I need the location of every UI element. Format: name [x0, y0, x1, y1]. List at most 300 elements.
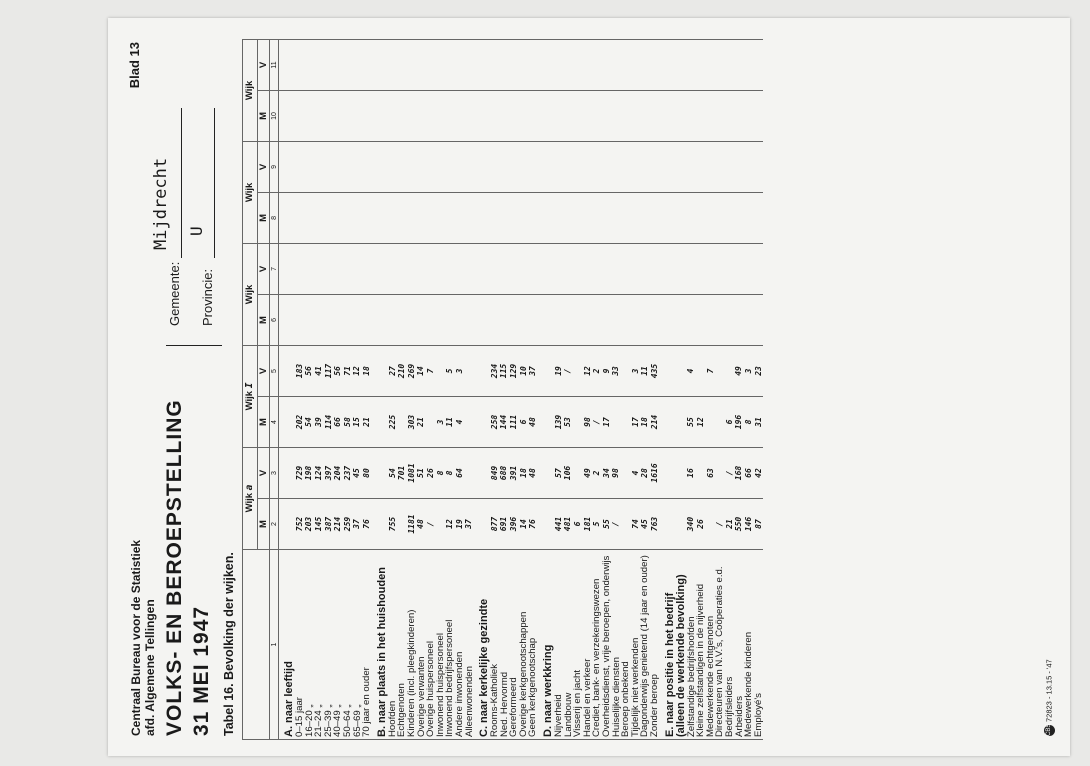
value-cell: 701 — [397, 447, 407, 498]
value-cell — [445, 39, 455, 90]
value-cell — [324, 141, 334, 192]
value-cell — [650, 90, 660, 141]
value-cell — [583, 39, 593, 90]
table-row — [621, 39, 631, 739]
value-cell — [324, 243, 334, 294]
value-cell — [455, 294, 465, 345]
value-cell: 117 — [324, 345, 334, 396]
row-label: Ned. Hervormd — [500, 550, 510, 740]
section-header-row — [284, 39, 295, 739]
value-cell — [314, 141, 324, 192]
value-cell: 55 — [602, 499, 612, 550]
value-cell — [519, 141, 529, 192]
value-cell — [417, 243, 427, 294]
wijk-header: Wijk I — [243, 345, 258, 447]
value-cell — [500, 39, 510, 90]
org-name: Centraal Bureau voor de Statistiek — [129, 539, 143, 736]
value-cell: 752 — [295, 499, 305, 550]
value-cell — [436, 39, 446, 90]
value-cell: 1616 — [650, 447, 660, 498]
header-divider — [166, 345, 222, 346]
value-cell — [388, 192, 398, 243]
value-cell — [725, 192, 735, 243]
wijk-header: Wijk — [243, 39, 258, 141]
row-label: 21–24 „ — [314, 550, 324, 740]
value-cell — [407, 90, 417, 141]
value-cell — [465, 345, 475, 396]
table-row — [602, 39, 612, 739]
value-cell — [583, 90, 593, 141]
column-number: 5 — [270, 345, 279, 396]
value-cell — [519, 90, 529, 141]
value-cell: 28 — [640, 447, 650, 498]
row-label: Rooms-Katholiek — [490, 550, 500, 740]
value-cell: 391 — [509, 447, 519, 498]
value-cell: 37 — [528, 345, 538, 396]
value-cell — [436, 90, 446, 141]
value-cell — [528, 90, 538, 141]
value-cell: 80 — [362, 447, 372, 498]
value-cell: 98 — [612, 447, 622, 498]
value-cell — [612, 294, 622, 345]
value-cell — [445, 90, 455, 141]
value-cell — [554, 243, 564, 294]
value-cell — [465, 396, 475, 447]
value-cell — [295, 90, 305, 141]
value-cell — [500, 141, 510, 192]
value-cell — [754, 192, 764, 243]
value-cell — [744, 39, 754, 90]
value-cell: 198 — [305, 447, 315, 498]
provincie-label: Provincie: — [200, 268, 215, 326]
value-cell — [564, 141, 574, 192]
row-label: Overige kerkgenootschappen — [519, 550, 529, 740]
value-cell — [754, 243, 764, 294]
value-cell — [314, 192, 324, 243]
value-cell — [573, 396, 583, 447]
form-title: VOLKS- EN BEROEPSTELLING — [163, 399, 186, 736]
column-number: 4 — [270, 396, 279, 447]
value-cell — [650, 243, 660, 294]
value-cell — [706, 294, 716, 345]
value-cell — [295, 192, 305, 243]
value-cell — [706, 192, 716, 243]
value-cell — [744, 192, 754, 243]
table-row — [465, 39, 475, 739]
value-cell — [353, 243, 363, 294]
female-header: V — [258, 447, 270, 498]
table-row — [725, 39, 735, 739]
table-row — [554, 39, 564, 739]
value-cell — [631, 39, 641, 90]
sheet-number: Blad 13 — [127, 42, 142, 89]
value-cell — [305, 243, 315, 294]
value-cell — [554, 90, 564, 141]
value-cell — [602, 141, 612, 192]
value-cell — [333, 243, 343, 294]
table-row — [388, 39, 398, 739]
value-cell: 39 — [314, 396, 324, 447]
section-subtitle: (alleen de werkende bevolking) — [676, 550, 687, 740]
value-cell — [621, 447, 631, 498]
value-cell: 14 — [417, 345, 427, 396]
value-cell: 146 — [744, 499, 754, 550]
table-row — [528, 39, 538, 739]
value-cell: 11 — [640, 345, 650, 396]
value-cell — [735, 39, 745, 90]
row-label: 65–69 „ — [353, 550, 363, 740]
value-cell: 53 — [564, 396, 574, 447]
value-cell — [612, 192, 622, 243]
value-cell — [687, 192, 697, 243]
value-cell — [744, 243, 754, 294]
value-cell: 56 — [305, 345, 315, 396]
value-cell: 550 — [735, 499, 745, 550]
value-cell — [696, 192, 706, 243]
value-cell — [744, 294, 754, 345]
value-cell — [564, 90, 574, 141]
section-title: C. naar kerkelijke gezindte — [479, 550, 490, 740]
value-cell: 41 — [314, 345, 324, 396]
section-header-row — [377, 39, 388, 739]
value-cell — [500, 192, 510, 243]
value-cell — [754, 90, 764, 141]
value-cell — [640, 90, 650, 141]
value-cell — [500, 90, 510, 141]
row-label: 16–20 „ — [305, 550, 315, 740]
value-cell: 4 — [455, 396, 465, 447]
value-cell — [696, 447, 706, 498]
section-title: B. naar plaats in het huishouden — [377, 550, 388, 740]
row-label: Huiselijke diensten — [612, 550, 622, 740]
value-cell: 481 — [564, 499, 574, 550]
value-cell — [621, 345, 631, 396]
value-cell: 18 — [640, 396, 650, 447]
row-label: Medewerkende kinderen — [744, 550, 754, 740]
value-cell: 129 — [509, 345, 519, 396]
table-row — [305, 39, 315, 739]
row-label: 25–39 „ — [324, 550, 334, 740]
value-cell — [621, 141, 631, 192]
value-cell — [324, 90, 334, 141]
value-cell — [388, 294, 398, 345]
value-cell — [696, 141, 706, 192]
table-row — [650, 39, 660, 739]
value-cell: / — [612, 499, 622, 550]
value-cell — [554, 141, 564, 192]
value-cell — [715, 90, 725, 141]
value-cell — [455, 39, 465, 90]
value-cell — [465, 90, 475, 141]
value-cell: 56 — [333, 345, 343, 396]
value-cell — [573, 345, 583, 396]
value-cell: 76 — [528, 499, 538, 550]
value-cell — [592, 243, 602, 294]
value-cell: 11 — [445, 396, 455, 447]
value-cell — [362, 192, 372, 243]
value-cell: 8 — [436, 447, 446, 498]
value-cell — [436, 192, 446, 243]
value-cell — [592, 141, 602, 192]
value-cell: 48 — [528, 396, 538, 447]
value-cell — [715, 396, 725, 447]
value-cell: 106 — [564, 447, 574, 498]
value-cell: 66 — [744, 447, 754, 498]
value-cell: / — [592, 396, 602, 447]
value-cell — [573, 294, 583, 345]
value-cell — [305, 294, 315, 345]
table-row — [343, 39, 353, 739]
row-label: Beroep onbekend — [621, 550, 631, 740]
row-label: Visserij en jacht — [573, 550, 583, 740]
value-cell — [362, 243, 372, 294]
value-cell: 303 — [407, 396, 417, 447]
value-cell: 225 — [388, 396, 398, 447]
value-cell: 18 — [519, 447, 529, 498]
value-cell — [465, 192, 475, 243]
value-cell: 877 — [490, 499, 500, 550]
value-cell — [650, 192, 660, 243]
value-cell — [621, 192, 631, 243]
value-cell — [333, 141, 343, 192]
value-cell — [353, 90, 363, 141]
value-cell: 124 — [314, 447, 324, 498]
value-cell — [324, 294, 334, 345]
value-cell — [500, 294, 510, 345]
table-row — [445, 39, 455, 739]
value-cell — [509, 90, 519, 141]
value-cell — [333, 90, 343, 141]
value-cell — [696, 90, 706, 141]
value-cell — [583, 243, 593, 294]
value-cell — [362, 39, 372, 90]
value-cell — [621, 39, 631, 90]
value-cell — [509, 141, 519, 192]
female-header: V — [258, 141, 270, 192]
value-cell — [687, 243, 697, 294]
rotated-form — [108, 18, 1070, 756]
value-cell: / — [564, 345, 574, 396]
value-cell — [715, 243, 725, 294]
value-cell — [706, 90, 716, 141]
male-header: M — [258, 192, 270, 243]
row-label: Dagonderwijs genietend (14 jaar en ouder) — [640, 550, 650, 740]
value-cell — [314, 243, 324, 294]
row-label: Gereformeerd — [509, 550, 519, 740]
row-label: Kleine zelfstandigen in de nijverheid — [696, 550, 706, 740]
value-cell: 49 — [735, 345, 745, 396]
value-cell — [295, 141, 305, 192]
org-department: afd. Algemene Tellingen — [143, 599, 157, 736]
value-cell — [324, 192, 334, 243]
value-cell: 387 — [324, 499, 334, 550]
value-cell — [417, 192, 427, 243]
value-cell — [583, 192, 593, 243]
value-cell: 4 — [631, 447, 641, 498]
value-cell — [388, 243, 398, 294]
value-cell: 48 — [528, 447, 538, 498]
value-cell: 58 — [343, 396, 353, 447]
value-cell — [631, 294, 641, 345]
value-cell — [343, 90, 353, 141]
value-cell — [407, 294, 417, 345]
female-header: V — [258, 39, 270, 90]
value-cell — [621, 499, 631, 550]
value-cell — [754, 294, 764, 345]
value-cell: 202 — [295, 396, 305, 447]
value-cell: 340 — [687, 499, 697, 550]
value-cell: 3 — [436, 396, 446, 447]
value-cell: 204 — [333, 447, 343, 498]
value-cell: 14 — [519, 499, 529, 550]
value-cell: 12 — [583, 345, 593, 396]
value-cell — [407, 243, 417, 294]
value-cell — [324, 39, 334, 90]
value-cell: 66 — [333, 396, 343, 447]
value-cell — [397, 192, 407, 243]
value-cell — [631, 192, 641, 243]
value-cell — [305, 141, 315, 192]
value-cell — [343, 294, 353, 345]
row-label: 70 jaar en ouder — [362, 550, 372, 740]
table-row — [455, 39, 465, 739]
value-cell — [564, 192, 574, 243]
wijk-header: Wijk — [243, 243, 258, 345]
value-cell: 71 — [343, 345, 353, 396]
value-cell — [631, 141, 641, 192]
value-cell: 74 — [631, 499, 641, 550]
value-cell: 48 — [417, 499, 427, 550]
value-cell — [592, 192, 602, 243]
section-header-row — [665, 39, 676, 739]
value-cell: 691 — [500, 499, 510, 550]
table-row — [333, 39, 343, 739]
value-cell: 10 — [519, 345, 529, 396]
value-cell — [744, 141, 754, 192]
value-cell — [573, 243, 583, 294]
value-cell — [554, 192, 564, 243]
gemeente-label: Gemeente: — [167, 261, 182, 326]
value-cell — [362, 141, 372, 192]
value-cell — [631, 243, 641, 294]
value-cell — [554, 39, 564, 90]
value-cell: 6 — [725, 396, 735, 447]
value-cell — [754, 141, 764, 192]
value-cell — [528, 243, 538, 294]
value-cell: 6 — [519, 396, 529, 447]
section-header-row — [543, 39, 554, 739]
row-label: Handel en verkeer — [583, 550, 593, 740]
value-cell: 114 — [324, 396, 334, 447]
value-cell: 214 — [650, 396, 660, 447]
female-header: V — [258, 345, 270, 396]
table-row — [324, 39, 334, 739]
value-cell — [314, 90, 324, 141]
value-cell — [455, 243, 465, 294]
value-cell: 7 — [706, 345, 716, 396]
value-cell — [295, 39, 305, 90]
value-cell — [343, 39, 353, 90]
value-cell: 2 — [592, 447, 602, 498]
value-cell — [715, 39, 725, 90]
value-cell: 23 — [754, 345, 764, 396]
value-cell — [500, 243, 510, 294]
value-cell — [397, 499, 407, 550]
value-cell — [725, 345, 735, 396]
value-cell — [343, 243, 353, 294]
value-cell: 98 — [583, 396, 593, 447]
value-cell: 87 — [754, 499, 764, 550]
table-row — [490, 39, 500, 739]
row-label: Zonder beroep — [650, 550, 660, 740]
value-cell — [490, 243, 500, 294]
value-cell — [314, 39, 324, 90]
value-cell — [490, 141, 500, 192]
value-cell — [509, 294, 519, 345]
value-cell — [687, 294, 697, 345]
value-cell: 214 — [333, 499, 343, 550]
value-cell — [640, 294, 650, 345]
value-cell: 7 — [426, 345, 436, 396]
value-cell — [592, 294, 602, 345]
value-cell: / — [426, 499, 436, 550]
value-cell — [725, 141, 735, 192]
value-cell — [706, 39, 716, 90]
table-row — [564, 39, 574, 739]
row-label: Bedrijfsleiders — [725, 550, 735, 740]
value-cell: 21 — [417, 396, 427, 447]
value-cell — [528, 141, 538, 192]
section-title: A. naar leeftijd — [284, 550, 295, 740]
value-cell — [573, 39, 583, 90]
value-cell: 210 — [397, 345, 407, 396]
value-cell: 183 — [295, 345, 305, 396]
value-cell: 396 — [509, 499, 519, 550]
row-label: Inwonend huispersoneel — [436, 550, 446, 740]
column-number: 8 — [270, 192, 279, 243]
value-cell — [602, 90, 612, 141]
table-row — [295, 39, 305, 739]
row-label: Tijdelijk niet werkenden — [631, 550, 641, 740]
value-cell: 269 — [407, 345, 417, 396]
table-row — [715, 39, 725, 739]
value-cell — [388, 141, 398, 192]
male-header: M — [258, 90, 270, 141]
table-row — [754, 39, 764, 739]
value-cell — [687, 39, 697, 90]
value-cell — [612, 243, 622, 294]
value-cell: 1081 — [407, 447, 417, 498]
value-cell — [333, 294, 343, 345]
value-cell — [353, 141, 363, 192]
value-cell — [602, 39, 612, 90]
value-cell: 54 — [388, 447, 398, 498]
value-cell — [445, 243, 455, 294]
value-cell — [465, 39, 475, 90]
value-cell: 57 — [554, 447, 564, 498]
table-row — [612, 39, 622, 739]
value-cell — [564, 39, 574, 90]
form-date: 31 MEI 1947 — [190, 605, 213, 736]
provincie-value: U — [187, 226, 206, 236]
value-cell — [519, 294, 529, 345]
value-cell — [573, 447, 583, 498]
value-cell — [735, 192, 745, 243]
value-cell — [436, 345, 446, 396]
value-cell — [573, 141, 583, 192]
value-cell — [602, 243, 612, 294]
wijk-header: Wijk a — [243, 447, 258, 549]
